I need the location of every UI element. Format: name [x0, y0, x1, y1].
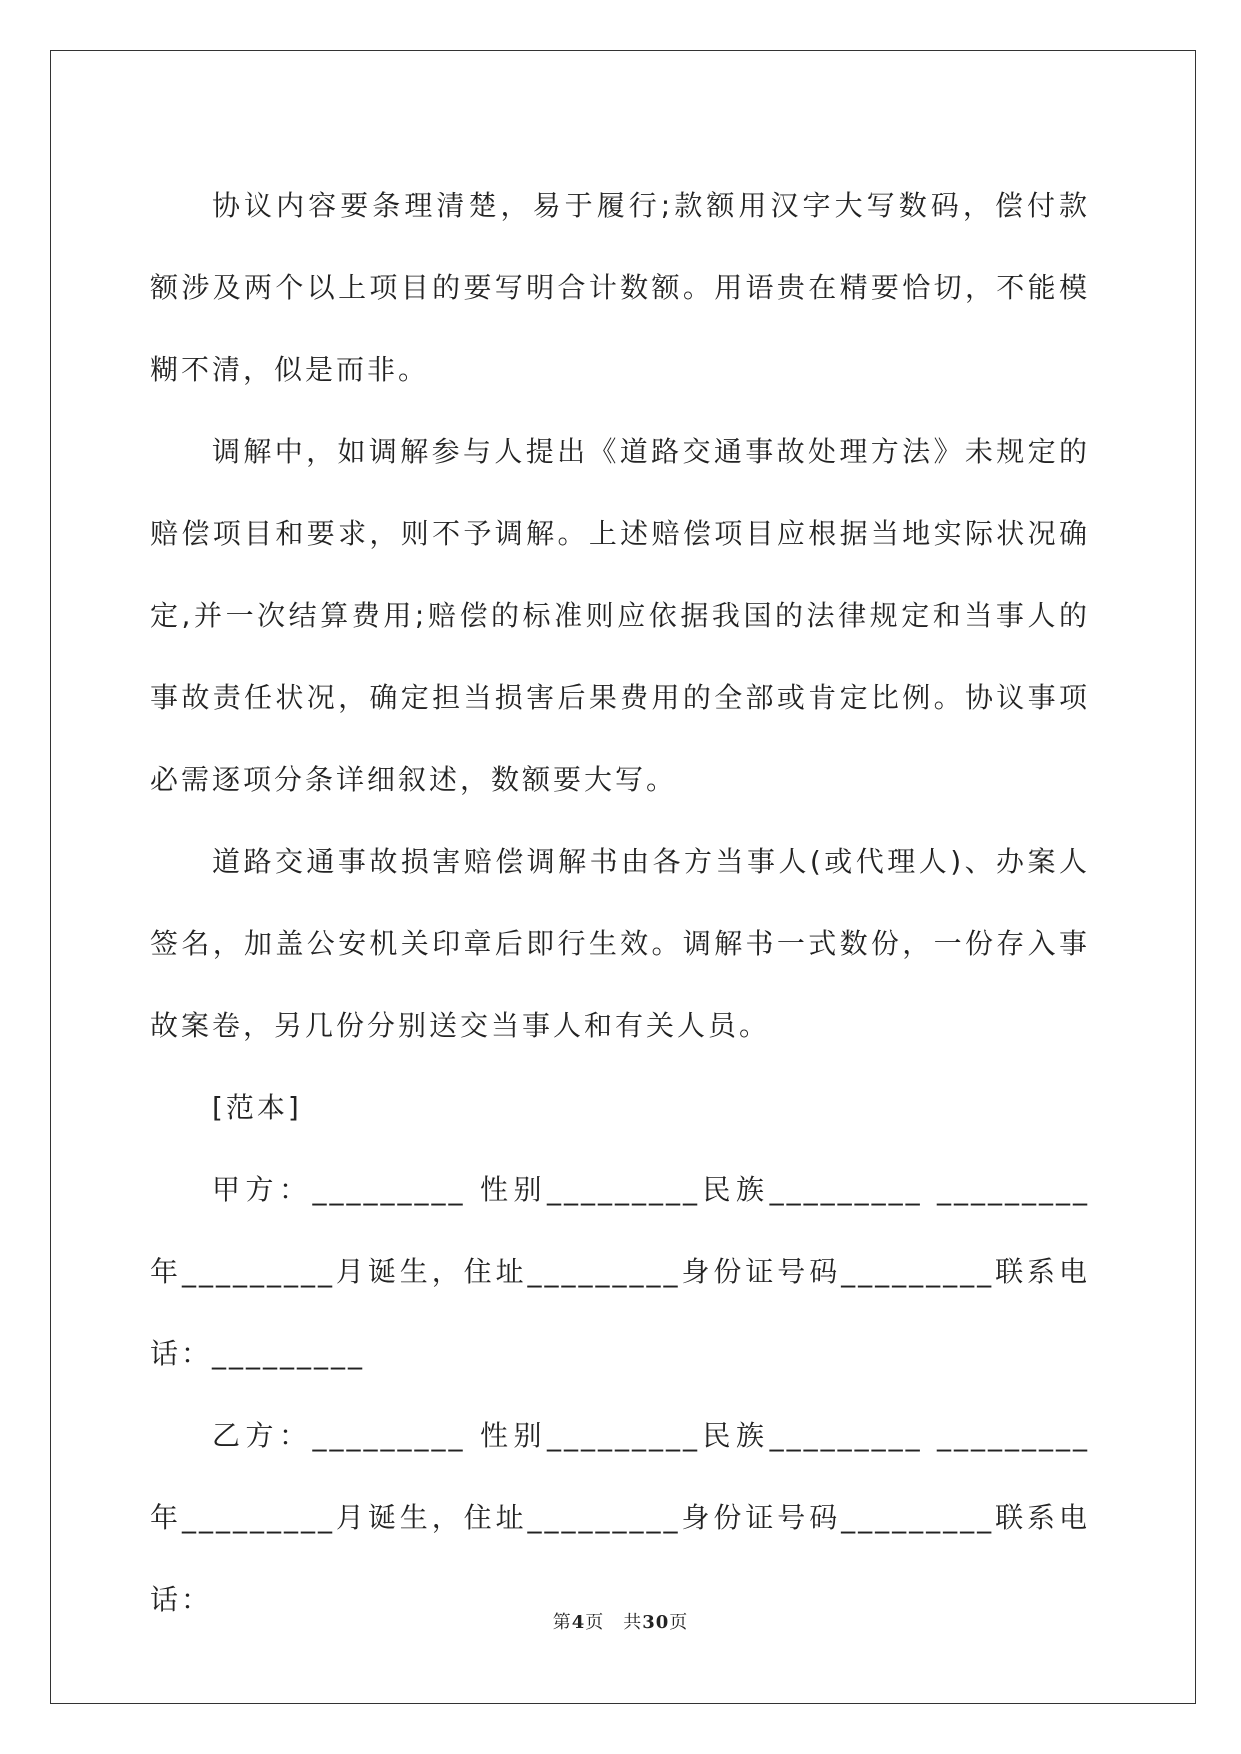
paragraph-mediation-document: 道路交通事故损害赔偿调解书由各方当事人(或代理人)、办案人签名，加盖公安机关印章后即行生效。调解书一式数份，一份存入事故案卷，另几份分别送交当事人和有关人员。	[150, 845, 1090, 1042]
footer-prefix: 第	[552, 1612, 572, 1633]
current-page-number: 4	[571, 1612, 586, 1633]
footer-suffix: 页	[669, 1612, 689, 1633]
page-footer	[0, 1608, 1241, 1634]
total-page-number: 30	[642, 1612, 670, 1633]
document-body	[150, 165, 1090, 1641]
party-b-form: 乙方：_________ 性别_________民族_________ _________年_________月诞生，住址_________身份证号码_________联系电话：	[150, 1419, 1090, 1616]
paragraph-mediation-scope: 调解中，如调解参与人提出《道路交通事故处理方法》未规定的赔偿项目和要求，则不予调解。上述赔偿项目应根据当地实际状况确定,并一次结算费用;赔偿的标准则应依据我国的法律规定和当事人的事故责任状况，确定担当损害后果费用的全部或肯定比例。协议事项必需逐项分条详细叙述，数额要大写。	[150, 435, 1090, 796]
paragraph-agreement-content: 协议内容要条理清楚，易于履行;款额用汉字大写数码，偿付款额涉及两个以上项目的要写明合计数额。用语贵在精要恰切，不能模糊不清，似是而非。	[150, 189, 1090, 386]
template-heading: [范本]	[212, 1091, 302, 1124]
footer-mid: 页 共	[585, 1612, 643, 1633]
party-a-form: 甲方：_________ 性别_________民族_________ _________年_________月诞生，住址_________身份证号码_________联系电话：_________	[150, 1173, 1090, 1370]
